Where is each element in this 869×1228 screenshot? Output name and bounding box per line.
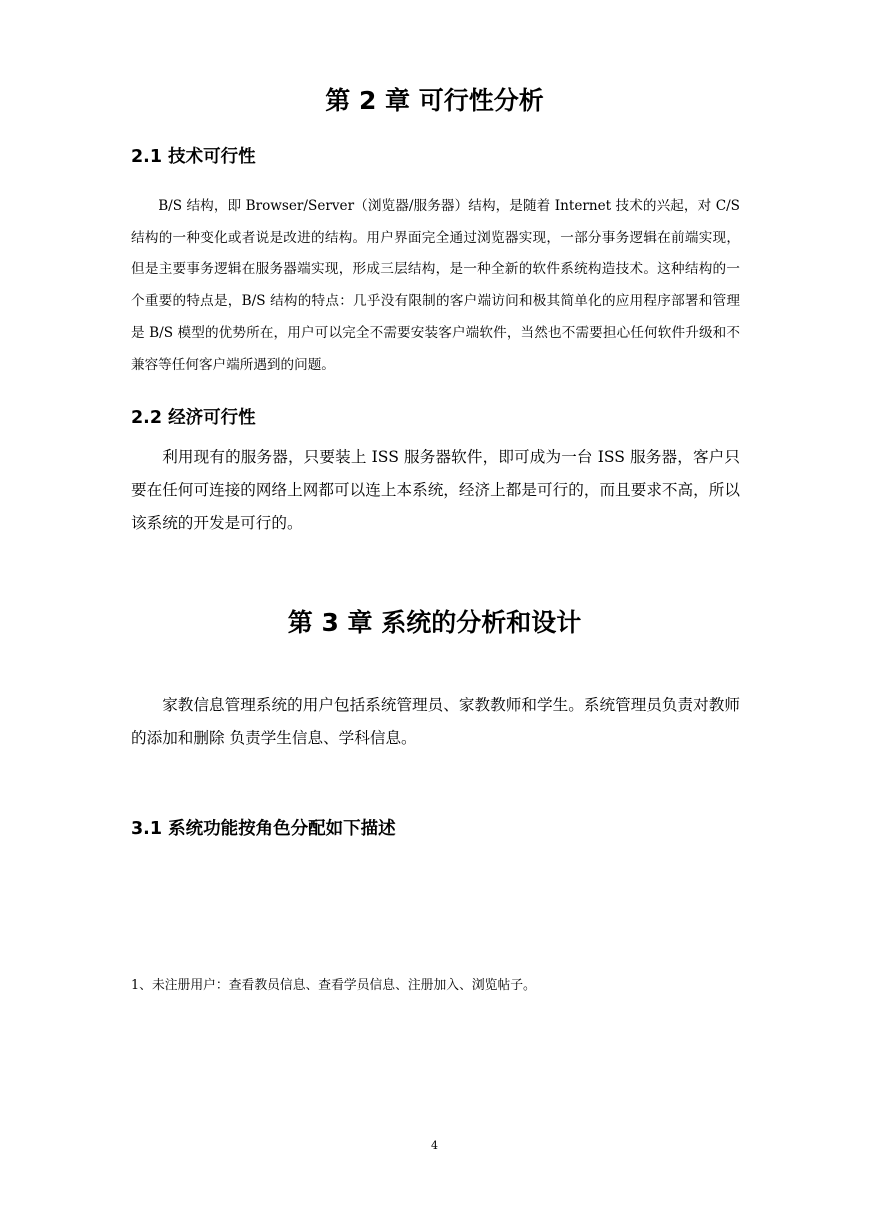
- page-number: 4: [431, 1139, 438, 1152]
- section-2-1-title: 2.1 技术可行性: [131, 147, 256, 167]
- chapter-3-title: 第 3 章 系统的分析和设计: [287, 608, 582, 637]
- section-3-1-title: 3.1 系统功能按角色分配如下描述: [131, 819, 396, 839]
- section-2-2-paragraph: 利用现有的服务器，只要装上 ISS 服务器软件，即可成为一台 ISS 服务器，客户只要在任何可连接的网络上网都可以连上本系统，经济上都是可行的，而且要求不高，所以该系统的开发是可行的。: [131, 448, 740, 532]
- list-item: 1、未注册用户：查看教员信息、查看学员信息、注册加入、浏览帖子。: [131, 978, 536, 993]
- chapter-2-title: 第 2 章 可行性分析: [325, 86, 544, 115]
- section-2-2-title: 2.2 经济可行性: [131, 408, 256, 428]
- chapter-3-intro-paragraph: 家教信息管理系统的用户包括系统管理员、家教教师和学生。系统管理员负责对教师的添加和删除 负责学生信息、学科信息。: [131, 696, 740, 747]
- section-2-1-paragraph: B/S 结构，即 Browser/Server（浏览器/服务器）结构，是随着 Internet 技术的兴起，对 C/S 结构的一种变化或者说是改进的结构。用户界面完全通过浏览器实现，一部分事务逻辑在前端实现，但是主要事务逻辑在服务器端实现，形成三层结构，是一种全新的软件系统构造技术。这种结构的一个重要的特点是，B/S 结构的特点：几乎没有限制的客户端访问和极其简单化的应用程序部署和管理是 B/S 模型的优势所在，用户可以完全不需要安装客户端软件，当然也不需要担心任何软件升级和不兼容等任何客户端所遇到的问题。: [131, 198, 740, 373]
